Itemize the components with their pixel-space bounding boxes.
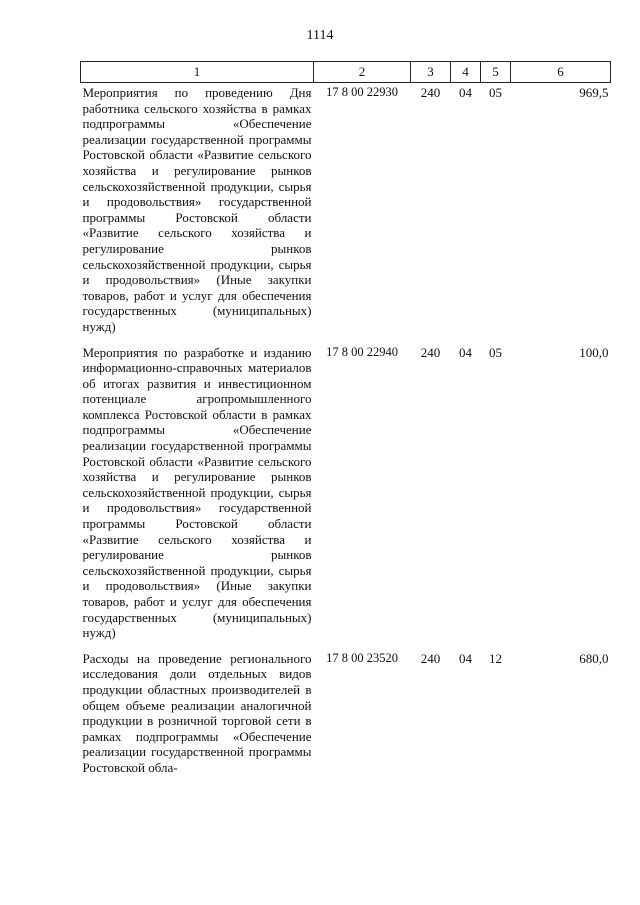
row-description: Мероприятия по разработке и изданию информационно-справочных материалов об итогах развития и инвестиционном потенциале агропромышленного комплекса Ростовской области в рамках подпрограммы «Обеспечение реализации государственной программы Ростовской области «Развитие сельского хозяйства и регулирование рынков сельскохозяйственной продукции, сырья и продовольствия» государственной программы Ростовской области «Развитие сельского хозяйства и регулирование рынков сельскохозяйственной продукции, сырья и продовольствия» (Иные закупки товаров, работ и услуг для обеспечения государственных (муниципальных) нужд) bbox=[82, 344, 312, 641]
row-subsection: 05 bbox=[489, 85, 502, 100]
row-section: 04 bbox=[459, 344, 472, 360]
row-target-code: 17 8 00 22940 bbox=[326, 344, 398, 359]
budget-table bbox=[80, 61, 611, 784]
table-row bbox=[81, 83, 611, 343]
column-header-6: 6 bbox=[511, 62, 611, 83]
column-header-5: 5 bbox=[481, 62, 511, 83]
row-amount: 100,0 bbox=[579, 344, 609, 360]
header-row bbox=[81, 62, 611, 83]
row-target-code: 17 8 00 23520 bbox=[326, 650, 398, 665]
row-amount: 680,0 bbox=[579, 650, 609, 666]
row-target-code: 17 8 00 22930 bbox=[326, 85, 398, 99]
column-header-4: 4 bbox=[451, 62, 481, 83]
row-description: Расходы на проведение регионального исследования доли отдельных видов продукции областных производителей в общем объеме реализации аналогичной продукции в розничной торговой сети в рамках подпрограммы «Обеспечение реализации государственной программы Ростовской обла- bbox=[82, 650, 312, 775]
column-header-3: 3 bbox=[411, 62, 451, 83]
row-description: Мероприятия по проведению Дня работника сельского хозяйства в рамках подпрограммы «Обеспечение реализации государственной программы Ростовской области «Развитие сельского хозяйства и регулирование рынков сельскохозяйственной продукции, сырья и продовольствия» государственной программы Ростовской области «Развитие сельского хозяйства и регулирование рынков сельскохозяйственной продукции, сырья и продовольствия» (Иные закупки товаров, работ и услуг для обеспечения государственных (муниципальных) нужд) bbox=[82, 85, 312, 334]
column-header-1: 1 bbox=[81, 62, 314, 83]
column-header-2: 2 bbox=[314, 62, 411, 83]
table-row bbox=[81, 343, 611, 649]
page-number: 1114 bbox=[306, 28, 334, 43]
row-amount: 969,5 bbox=[579, 85, 609, 100]
row-subsection: 12 bbox=[489, 650, 502, 666]
row-subsection: 05 bbox=[489, 344, 502, 360]
row-section: 04 bbox=[459, 650, 472, 666]
row-section: 04 bbox=[459, 85, 472, 100]
row-expense-type: 240 bbox=[420, 650, 441, 666]
row-expense-type: 240 bbox=[420, 344, 441, 360]
table-row bbox=[81, 649, 611, 784]
row-expense-type: 240 bbox=[420, 85, 441, 100]
